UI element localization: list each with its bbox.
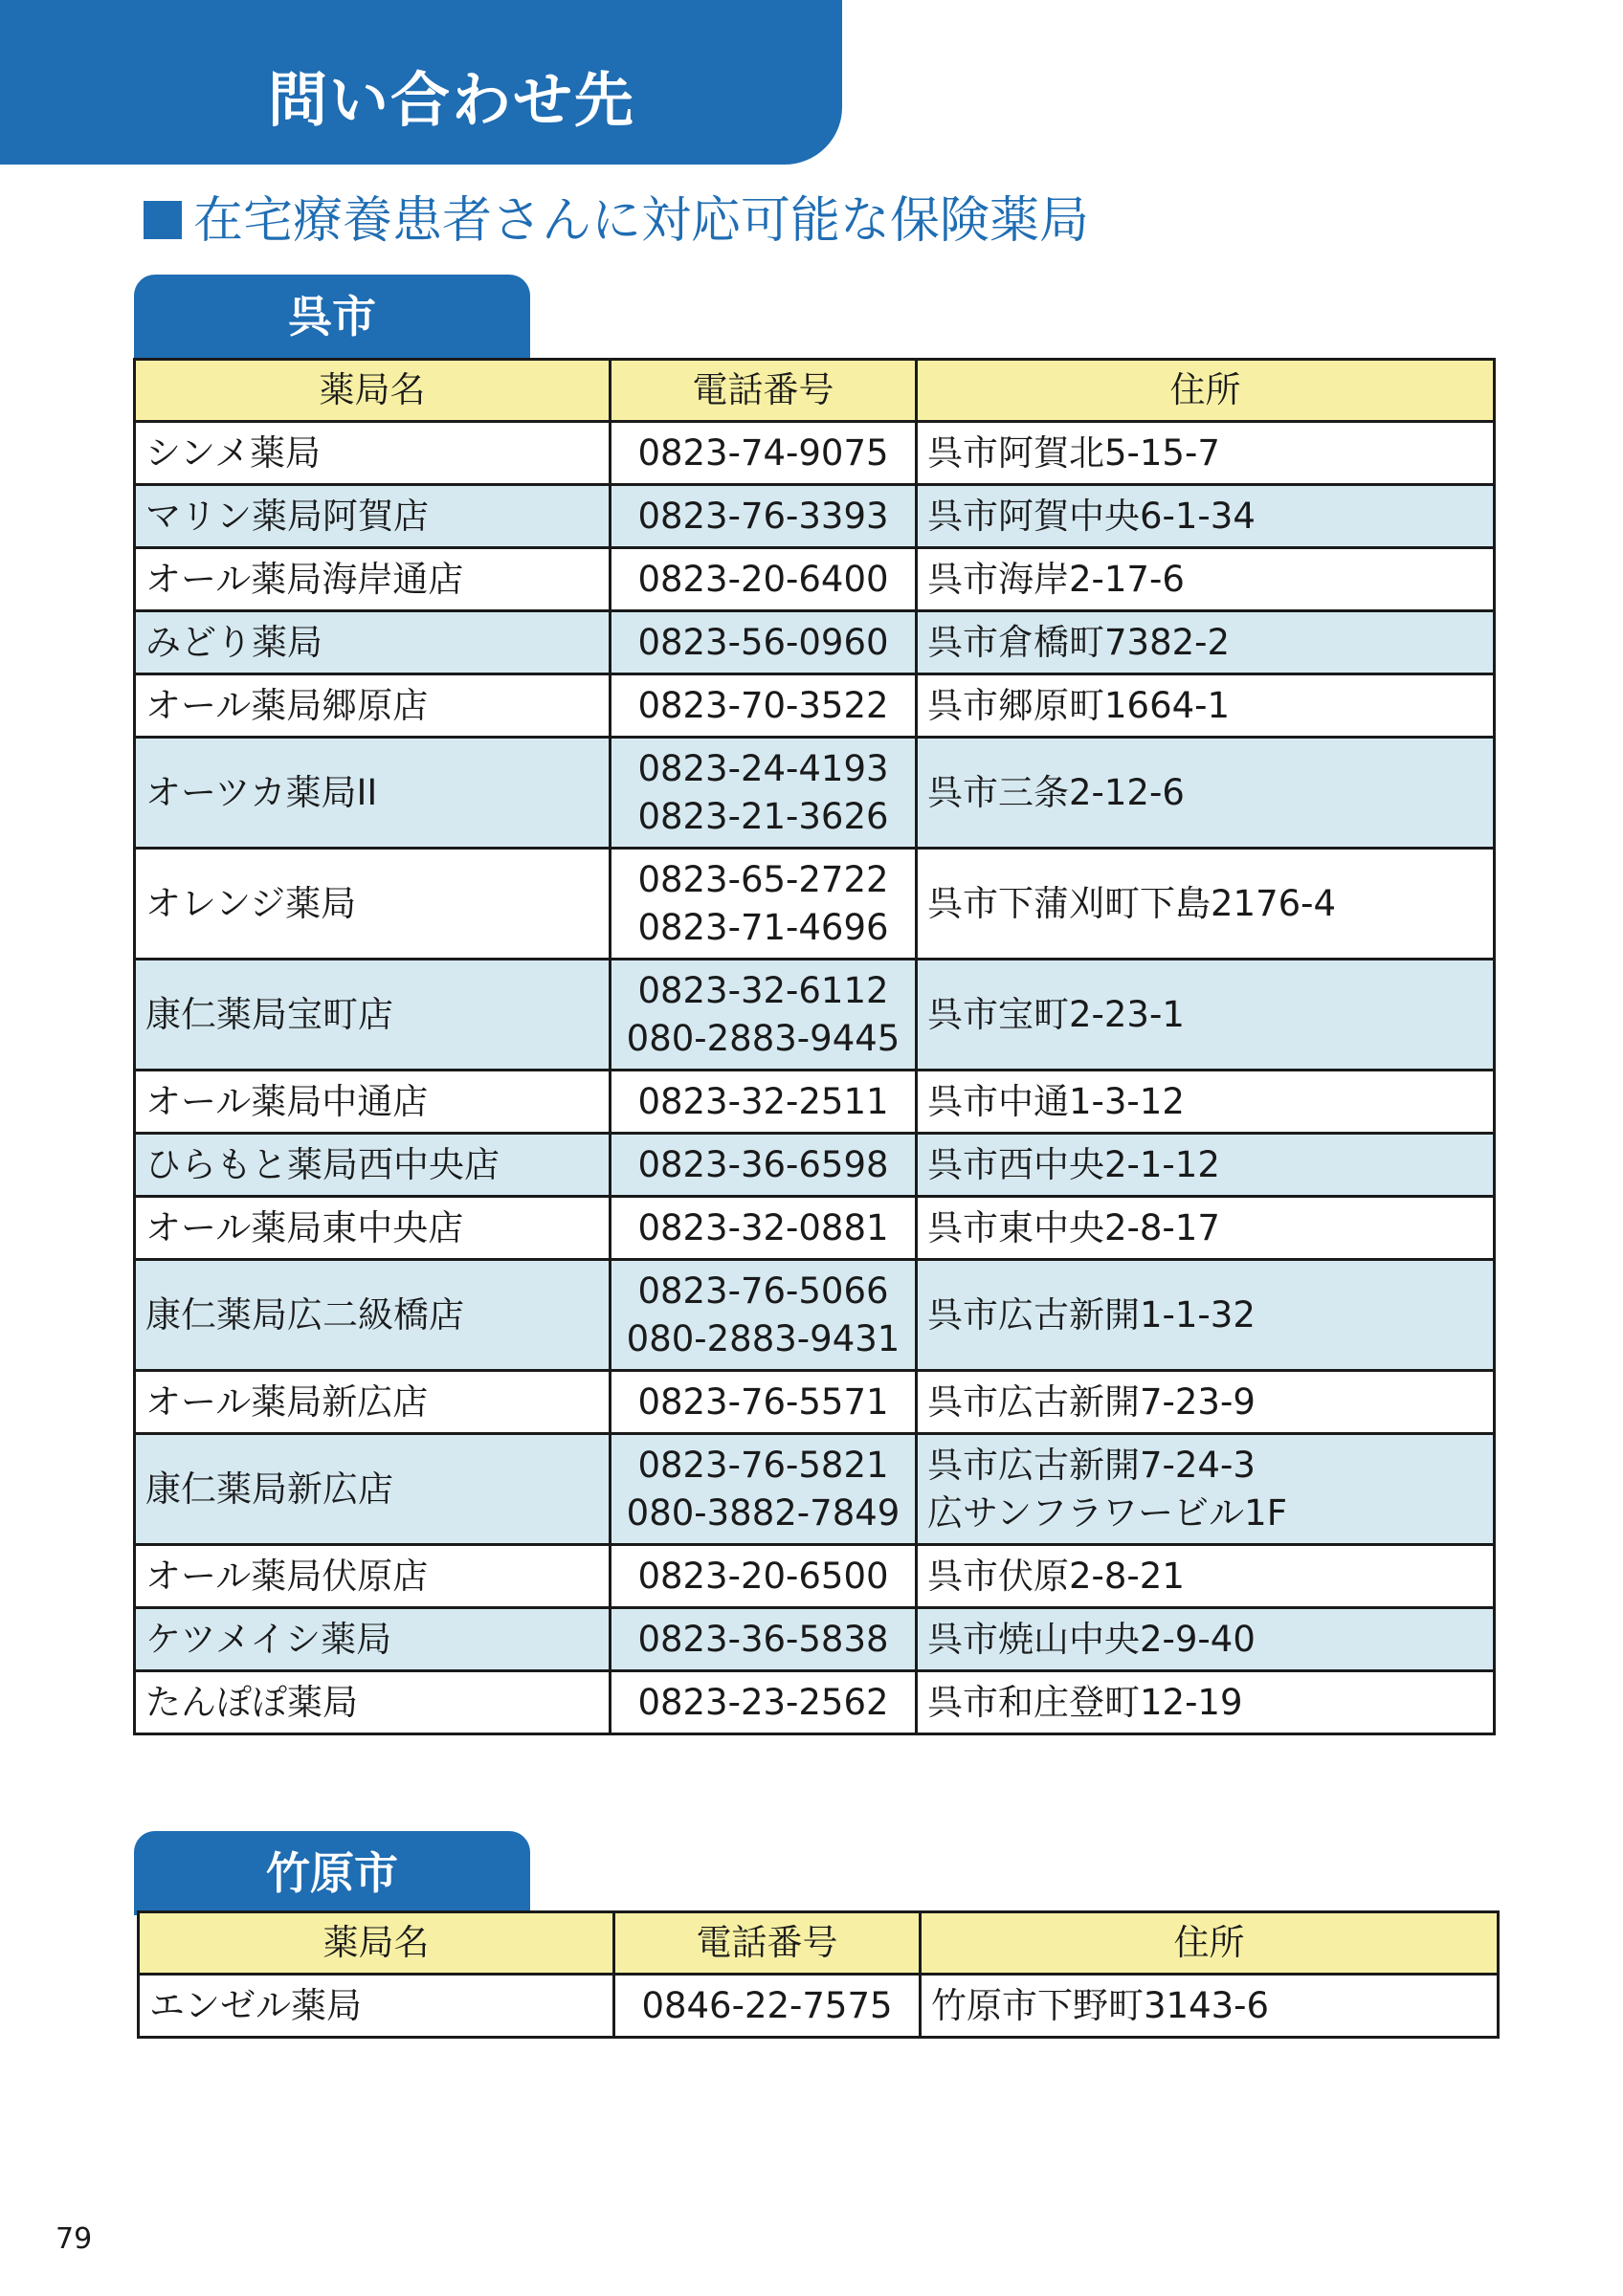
- phone-cell: [611, 849, 917, 960]
- phone-number: 0823-20-6400: [637, 558, 889, 600]
- table-row: [135, 1608, 1495, 1671]
- table-header-row: [135, 360, 1495, 422]
- phone-number: 0823-76-5821: [637, 1444, 889, 1486]
- address-cell: [917, 1671, 1495, 1734]
- phone-cell: [611, 422, 917, 485]
- phone-cell: [614, 1975, 921, 2038]
- phone-number: 0823-65-2722: [637, 858, 889, 900]
- address-cell: [917, 960, 1495, 1071]
- address-cell: [917, 738, 1495, 849]
- table-row: [135, 1671, 1495, 1734]
- address-cell: [917, 422, 1495, 485]
- table-row: [135, 960, 1495, 1071]
- phone-cell: [611, 960, 917, 1071]
- table-row: [135, 1071, 1495, 1134]
- table-row: [135, 1434, 1495, 1545]
- address-line: 竹原市下野町3143-6: [931, 1984, 1270, 2026]
- table-row: [135, 485, 1495, 548]
- phone-number: 0823-32-2511: [637, 1080, 889, 1122]
- address-line: 呉市和庄登町12-19: [927, 1681, 1243, 1723]
- address-line: 呉市西中央2-1-12: [927, 1143, 1220, 1185]
- phone-number: 0823-74-9075: [637, 431, 889, 474]
- address-line: 呉市広古新開1-1-32: [927, 1293, 1256, 1336]
- phone-number: 0823-70-3522: [637, 684, 889, 726]
- phone-number: 0823-71-4696: [637, 906, 889, 948]
- address-line: 呉市焼山中央2-9-40: [927, 1618, 1256, 1660]
- pharmacy-name: 康仁薬局新広店: [135, 1434, 611, 1545]
- phone-cell: [611, 1434, 917, 1545]
- phone-cell: [611, 1134, 917, 1197]
- phone-number: 0823-20-6500: [637, 1555, 889, 1597]
- address-line: 呉市下蒲刈町下島2176-4: [927, 882, 1337, 924]
- table-row: [135, 674, 1495, 738]
- address-cell: [917, 548, 1495, 611]
- column-header-address: 住所: [921, 1912, 1499, 1975]
- address-line: 呉市中通1-3-12: [927, 1080, 1185, 1122]
- address-cell: [921, 1975, 1499, 2038]
- address-line: 呉市倉橋町7382-2: [927, 621, 1231, 663]
- pharmacy-name: ケツメイシ薬局: [135, 1608, 611, 1671]
- address-cell: [917, 849, 1495, 960]
- address-line: 呉市東中央2-8-17: [927, 1206, 1220, 1248]
- table-body-takehara: [139, 1975, 1499, 2038]
- table-row: [135, 1545, 1495, 1608]
- phone-number: 0823-76-3393: [637, 495, 889, 537]
- address-line: 広サンフラワービル1F: [927, 1491, 1287, 1534]
- address-cell: [917, 1197, 1495, 1260]
- phone-number: 0823-76-5571: [637, 1380, 889, 1423]
- phone-number: 0823-32-6112: [637, 969, 889, 1011]
- address-line: 呉市海岸2-17-6: [927, 558, 1185, 600]
- phone-number: 080-2883-9445: [626, 1017, 900, 1059]
- pharmacy-name: シンメ薬局: [135, 422, 611, 485]
- table-row: [135, 1134, 1495, 1197]
- section-heading-text: 在宅療養患者さんに対応可能な保険薬局: [193, 192, 1090, 250]
- phone-number: 0846-22-7575: [641, 1984, 893, 2026]
- address-cell: [917, 1608, 1495, 1671]
- address-cell: [917, 611, 1495, 674]
- table-row: [135, 422, 1495, 485]
- pharmacy-name: オール薬局郷原店: [135, 674, 611, 738]
- page-number: 79: [56, 2222, 93, 2256]
- phone-cell: [611, 1671, 917, 1734]
- address-line: 呉市広古新開7-24-3: [927, 1444, 1256, 1486]
- phone-cell: [611, 548, 917, 611]
- column-header-tel: 電話番号: [611, 360, 917, 422]
- table-body-kure: [135, 422, 1495, 1734]
- table-row: [135, 1197, 1495, 1260]
- address-line: 呉市阿賀北5-15-7: [927, 431, 1220, 474]
- pharmacy-name: オール薬局海岸通店: [135, 548, 611, 611]
- table-row: [135, 1260, 1495, 1371]
- pharmacy-name: オール薬局中通店: [135, 1071, 611, 1134]
- address-cell: [917, 674, 1495, 738]
- table-row: [135, 548, 1495, 611]
- phone-cell: [611, 1197, 917, 1260]
- address-cell: [917, 1545, 1495, 1608]
- pharmacy-name: オール薬局新広店: [135, 1371, 611, 1434]
- address-line: 呉市阿賀中央6-1-34: [927, 495, 1256, 537]
- phone-number: 0823-36-5838: [637, 1618, 889, 1660]
- section-heading: [144, 192, 1090, 250]
- pharmacy-name: オール薬局東中央店: [135, 1197, 611, 1260]
- city-tab-takehara: 竹原市: [134, 1831, 530, 1915]
- address-line: 呉市広古新開7-23-9: [927, 1380, 1256, 1423]
- table-header-row: [139, 1912, 1499, 1975]
- phone-cell: [611, 674, 917, 738]
- address-line: 呉市三条2-12-6: [927, 771, 1185, 813]
- column-header-address: 住所: [917, 360, 1495, 422]
- phone-number: 0823-56-0960: [637, 621, 889, 663]
- address-cell: [917, 1071, 1495, 1134]
- phone-cell: [611, 1545, 917, 1608]
- pharmacy-name: オール薬局伏原店: [135, 1545, 611, 1608]
- pharmacy-table-kure: [133, 358, 1496, 1735]
- table-row: [139, 1975, 1499, 2038]
- phone-number: 080-2883-9431: [626, 1317, 900, 1359]
- address-cell: [917, 1260, 1495, 1371]
- phone-number: 0823-23-2562: [637, 1681, 889, 1723]
- column-header-tel: 電話番号: [614, 1912, 921, 1975]
- phone-cell: [611, 485, 917, 548]
- pharmacy-name: オーツカ薬局II: [135, 738, 611, 849]
- page-title: 問い合わせ先: [268, 65, 636, 135]
- address-cell: [917, 1134, 1495, 1197]
- pharmacy-name: 康仁薬局宝町店: [135, 960, 611, 1071]
- address-line: 呉市伏原2-8-21: [927, 1555, 1185, 1597]
- address-cell: [917, 1434, 1495, 1545]
- square-bullet-icon: [144, 201, 182, 239]
- pharmacy-table-takehara: [137, 1910, 1500, 2039]
- phone-cell: [611, 1608, 917, 1671]
- phone-number: 0823-24-4193: [637, 747, 889, 789]
- pharmacy-name: みどり薬局: [135, 611, 611, 674]
- phone-cell: [611, 1071, 917, 1134]
- phone-number: 0823-21-3626: [637, 795, 889, 837]
- column-header-name: 薬局名: [139, 1912, 614, 1975]
- table-row: [135, 849, 1495, 960]
- city-tab-kure: 呉市: [134, 275, 530, 359]
- address-line: 呉市宝町2-23-1: [927, 993, 1185, 1035]
- phone-cell: [611, 611, 917, 674]
- address-cell: [917, 485, 1495, 548]
- phone-number: 0823-76-5066: [637, 1269, 889, 1312]
- pharmacy-name: たんぽぽ薬局: [135, 1671, 611, 1734]
- pharmacy-name: ひらもと薬局西中央店: [135, 1134, 611, 1197]
- phone-number: 080-3882-7849: [626, 1491, 900, 1534]
- address-cell: [917, 1371, 1495, 1434]
- table-row: [135, 1371, 1495, 1434]
- table-row: [135, 738, 1495, 849]
- phone-cell: [611, 738, 917, 849]
- phone-cell: [611, 1260, 917, 1371]
- pharmacy-name: 康仁薬局広二級橋店: [135, 1260, 611, 1371]
- phone-cell: [611, 1371, 917, 1434]
- column-header-name: 薬局名: [135, 360, 611, 422]
- phone-number: 0823-36-6598: [637, 1143, 889, 1185]
- table-row: [135, 611, 1495, 674]
- pharmacy-name: オレンジ薬局: [135, 849, 611, 960]
- address-line: 呉市郷原町1664-1: [927, 684, 1231, 726]
- phone-number: 0823-32-0881: [637, 1206, 889, 1248]
- pharmacy-name: マリン薬局阿賀店: [135, 485, 611, 548]
- pharmacy-name: エンゼル薬局: [139, 1975, 614, 2038]
